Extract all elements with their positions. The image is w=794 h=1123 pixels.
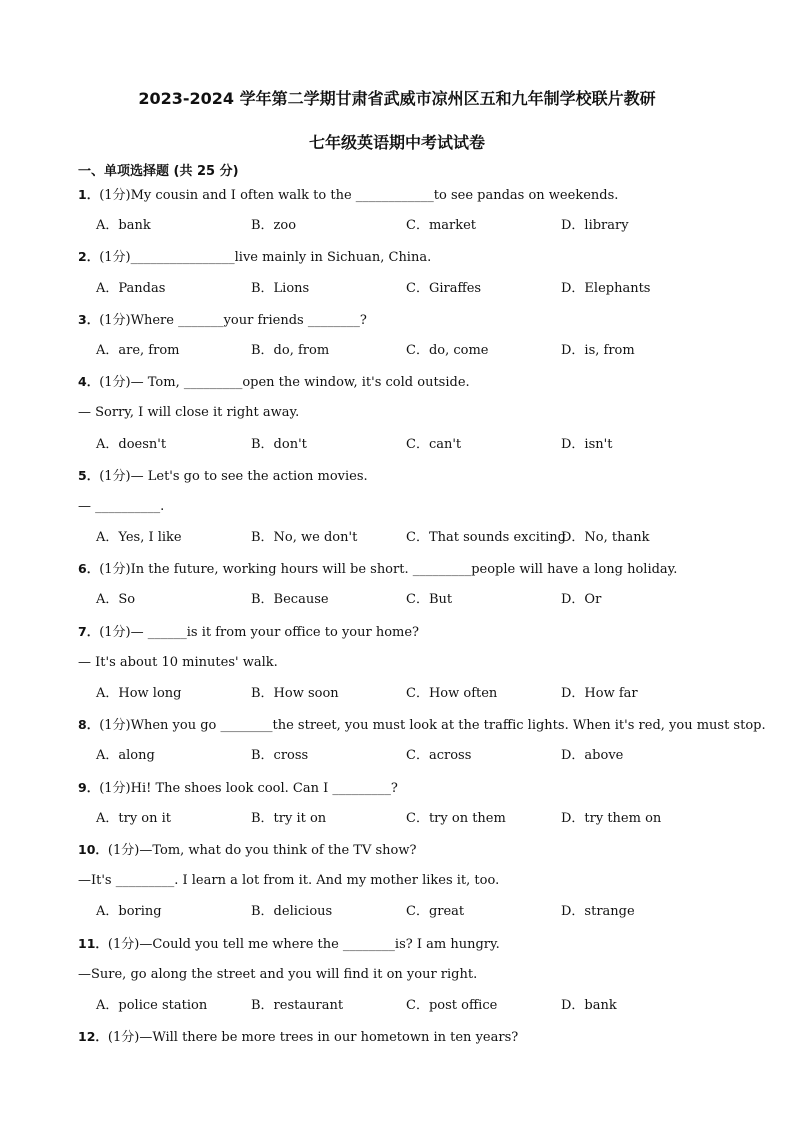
question-number: 5． xyxy=(78,467,100,483)
question-line xyxy=(78,621,738,652)
answer-option[interactable]: C．do, come xyxy=(406,342,489,358)
answer-option[interactable]: C．That sounds exciting xyxy=(406,530,567,546)
question-number: 9． xyxy=(78,779,100,795)
options-row xyxy=(78,995,738,1026)
question-score: (1分) xyxy=(99,312,131,328)
exam-title-line1: 2023-2024 学年第二学期甘肃省武威市凉州区五和九年制学校联片教研 xyxy=(138,89,656,108)
question-number: 4． xyxy=(78,374,100,390)
question-number: 7． xyxy=(78,623,100,639)
question-text: When you go ________the street, you must look at the traffic lights. When it's red, you must stop. xyxy=(130,718,766,734)
options-row xyxy=(78,215,738,246)
answer-option[interactable]: C．post office xyxy=(406,997,498,1013)
answer-option[interactable]: B．delicious xyxy=(251,904,333,920)
options-row xyxy=(78,434,738,465)
question-line xyxy=(78,309,738,340)
question-score: (1分) xyxy=(99,718,131,734)
question-text: — ______is it from your office to your home? xyxy=(130,624,420,640)
question-line xyxy=(78,496,738,527)
question-score: (1分) xyxy=(107,842,140,858)
options-row xyxy=(78,808,738,839)
question-number: 3． xyxy=(78,311,100,327)
answer-option[interactable]: D．How far xyxy=(561,686,638,701)
answer-option[interactable]: A．doesn't xyxy=(96,436,167,452)
answer-option[interactable]: B．cross xyxy=(251,748,309,764)
question-text: ________________live mainly in Sichuan, China. xyxy=(130,250,432,266)
question-text: — It's about 10 minutes' walk. xyxy=(78,654,278,670)
answer-option[interactable]: B．do, from xyxy=(251,342,330,358)
options-row xyxy=(78,901,738,932)
question-number: 6． xyxy=(78,561,100,577)
question-line xyxy=(78,964,738,995)
answer-option[interactable]: B．restaurant xyxy=(251,997,344,1013)
exam-title-line2: 七年级英语期中考试试卷 xyxy=(308,133,485,152)
question-line xyxy=(78,246,738,277)
question-score: (1分) xyxy=(107,1030,140,1046)
question-text: Where _______your friends ________? xyxy=(130,312,367,328)
answer-option[interactable]: C．across xyxy=(406,748,472,764)
question-number: 11． xyxy=(78,935,108,951)
answer-option[interactable]: D．strange xyxy=(561,904,635,920)
answer-option[interactable]: A．boring xyxy=(96,904,162,920)
question-text: In the future, working hours will be short. _________people will have a long holiday. xyxy=(130,562,678,578)
options-row xyxy=(78,340,738,371)
answer-option[interactable]: C．can't xyxy=(406,436,462,452)
answer-option[interactable]: A．police station xyxy=(96,997,208,1013)
question-score: (1分) xyxy=(99,468,131,484)
question-list xyxy=(78,184,766,1057)
question-text: My cousin and I often walk to the ____________to see pandas on weekends. xyxy=(130,188,619,203)
question-score: (1分) xyxy=(99,188,131,203)
answer-option[interactable]: C．try on them xyxy=(406,810,506,826)
section-heading: 一、单项选择题 (共 25 分) xyxy=(78,164,239,179)
answer-option[interactable]: D．library xyxy=(561,218,629,234)
question-line xyxy=(78,839,738,870)
question-line xyxy=(78,870,738,901)
question-score: (1分) xyxy=(107,936,140,952)
answer-option[interactable]: D．isn't xyxy=(561,436,613,452)
question-text: — __________. xyxy=(78,498,165,514)
question-text: —It's _________. I learn a lot from it. And my mother likes it, too. xyxy=(78,873,500,889)
answer-option[interactable]: A．So xyxy=(96,592,136,608)
question-text: Hi! The shoes look cool. Can I _________? xyxy=(130,780,398,796)
answer-option[interactable]: C．Giraffes xyxy=(406,280,482,296)
question-line xyxy=(78,184,738,215)
answer-option[interactable]: B．How soon xyxy=(251,686,339,701)
question-line xyxy=(78,402,738,433)
answer-option[interactable]: D．Elephants xyxy=(561,280,651,296)
answer-option[interactable]: C．But xyxy=(406,592,453,608)
question-number: 1． xyxy=(78,187,100,202)
question-line xyxy=(78,714,766,745)
question-score: (1分) xyxy=(99,250,131,266)
question-text: —Tom, what do you think of the TV show? xyxy=(139,842,417,858)
answer-option[interactable]: D．bank xyxy=(561,997,617,1013)
answer-option[interactable]: D．No, thank xyxy=(561,530,650,546)
question-number: 12． xyxy=(78,1029,108,1045)
question-line xyxy=(78,1026,738,1057)
answer-option[interactable]: A．along xyxy=(96,748,155,764)
question-score: (1分) xyxy=(99,624,131,640)
answer-option[interactable]: B．Lions xyxy=(251,280,310,296)
answer-option[interactable]: C．market xyxy=(406,218,477,234)
question-line xyxy=(78,465,738,496)
options-row xyxy=(78,278,738,309)
question-number: 2． xyxy=(78,249,100,265)
answer-option[interactable]: D．is, from xyxy=(561,342,635,358)
question-text: —Sure, go along the street and you will find it on your right. xyxy=(78,966,478,982)
answer-option[interactable]: B．zoo xyxy=(251,218,297,234)
question-line xyxy=(78,652,738,683)
options-row xyxy=(78,589,738,620)
answer-option[interactable]: A．How long xyxy=(96,686,182,701)
question-line xyxy=(78,777,738,808)
answer-option[interactable]: B．try it on xyxy=(251,810,327,826)
question-text: — Tom, _________open the window, it's cold outside. xyxy=(130,375,470,391)
answer-option[interactable]: A．Pandas xyxy=(96,280,166,296)
question-line xyxy=(78,371,738,402)
question-score: (1分) xyxy=(99,562,131,578)
answer-option[interactable]: A．are, from xyxy=(96,342,180,358)
answer-option[interactable]: C．great xyxy=(406,904,465,920)
question-score: (1分) xyxy=(99,375,131,391)
answer-option[interactable]: A．try on it xyxy=(96,810,172,826)
answer-option[interactable]: B．Because xyxy=(251,592,329,608)
question-line xyxy=(78,933,738,964)
question-text: —Could you tell me where the ________is? I am hungry. xyxy=(139,936,500,952)
question-text: —Will there be more trees in our hometown in ten years? xyxy=(139,1030,519,1046)
question-line xyxy=(78,558,738,589)
question-text: — Sorry, I will close it right away. xyxy=(78,405,300,421)
options-row xyxy=(78,683,738,714)
question-number: 10． xyxy=(78,841,108,857)
question-score: (1分) xyxy=(99,780,131,796)
answer-option[interactable]: D．Or xyxy=(561,592,602,608)
answer-option[interactable]: D．above xyxy=(561,748,624,764)
options-row xyxy=(78,745,738,776)
answer-option[interactable]: B．No, we don't xyxy=(251,530,358,546)
answer-option[interactable]: A．Yes, I like xyxy=(96,530,182,546)
question-text: — Let's go to see the action movies. xyxy=(130,468,368,484)
options-row xyxy=(78,527,738,558)
answer-option[interactable]: A．bank xyxy=(96,218,151,234)
question-number: 8． xyxy=(78,717,100,733)
answer-option[interactable]: B．don't xyxy=(251,436,307,452)
answer-option[interactable]: D．try them on xyxy=(561,810,662,826)
answer-option[interactable]: C．How often xyxy=(406,686,498,701)
